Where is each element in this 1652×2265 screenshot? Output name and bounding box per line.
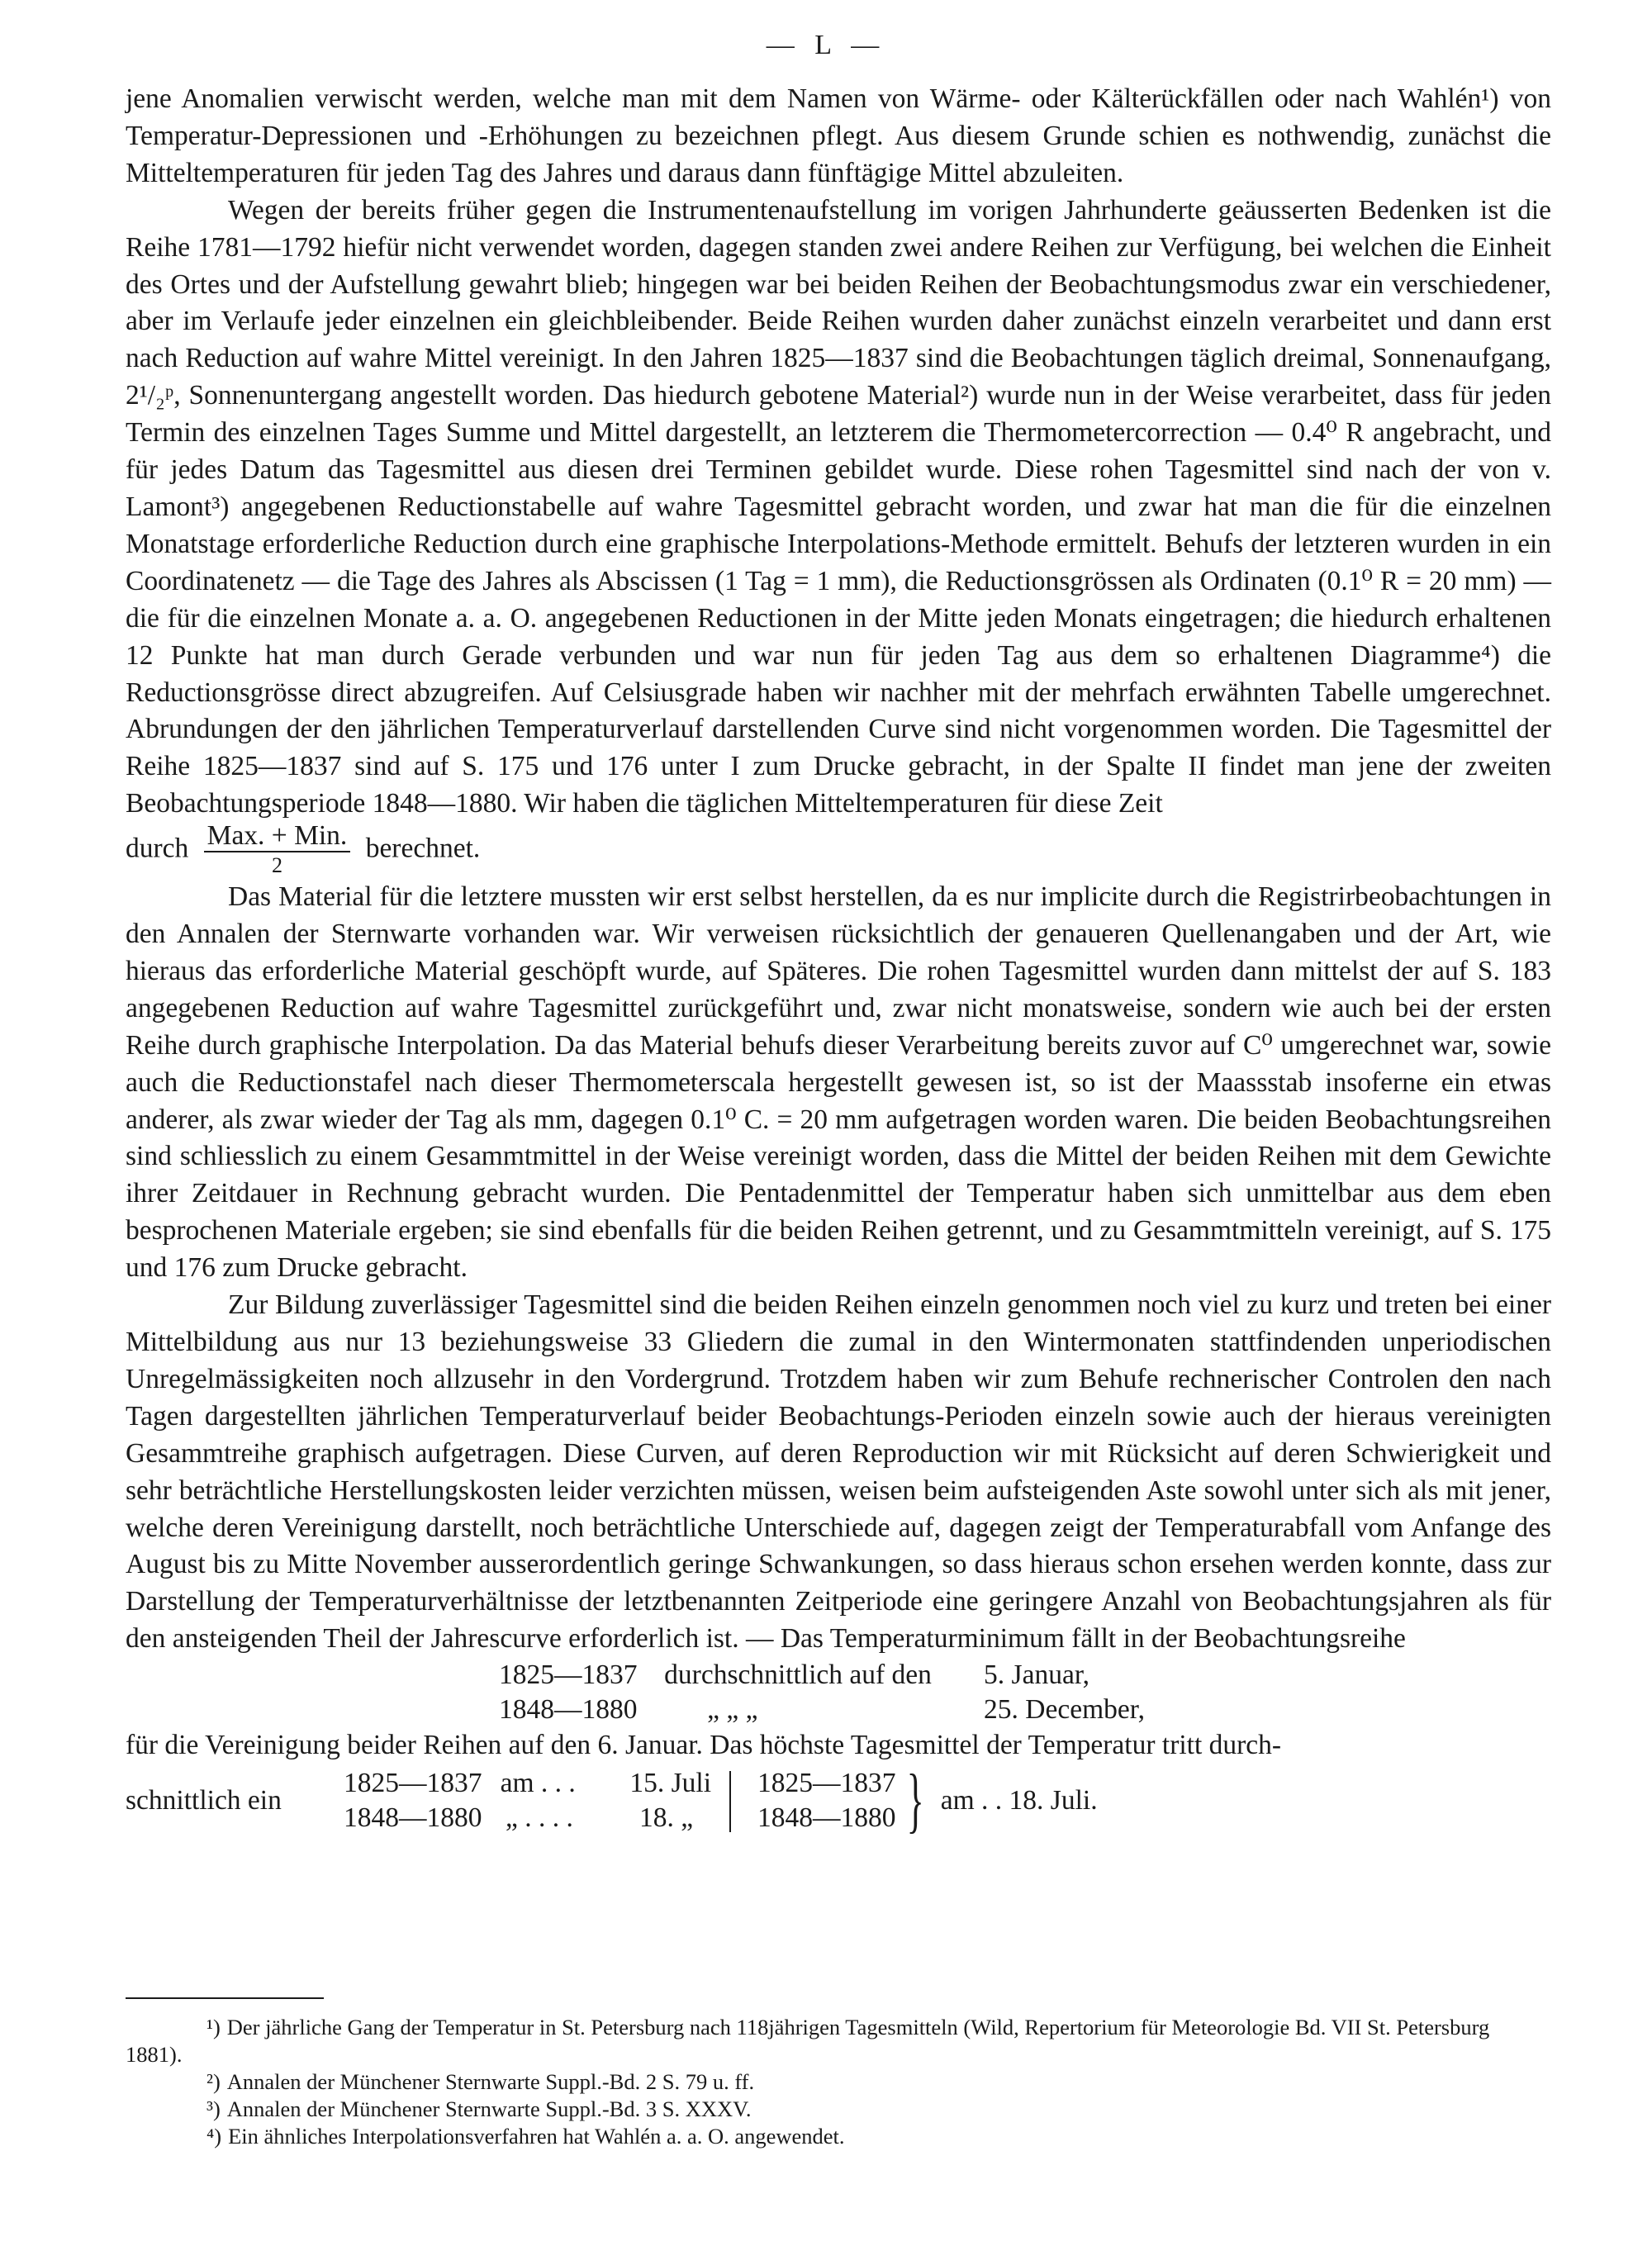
minimum-dates-table [499,1658,1176,1727]
combined-years [757,1766,896,1835]
minimum-row [499,1693,1176,1727]
maximum-am: am . . . [500,1768,576,1799]
maximum-date: 18. „ [639,1802,694,1834]
formula-suffix: berechnet. [365,833,481,864]
minimum-years: 1825—1837 [499,1660,638,1691]
footnote-rule [126,1997,324,1999]
paragraph-4: Zur Bildung zuverlässiger Tagesmittel sind die beiden Reihen einzeln genommen noch viel zu kurz und treten bei einer Mittelbildung aus nur 13 beziehungsweise 33 Gliedern die zumal in den Wintermonaten stattfindenden unperiodischen Unregelmässigkeiten noch allzusehr in den Vordergrund. Trotzdem haben wir zum Behufe rechnerischer Controlen den nach Tagen dargestellten jährlichen Temperaturverlauf beider Beobachtungs-Perioden einzeln sowie auch der hieraus vereinigten Gesammtreihe graphisch aufgetragen. Diese Curven, auf deren Reproduction wir mit Rücksicht auf deren Schwierigkeit und sehr beträchtliche Herstellungskosten leider verzichten müssen, weisen beim aufsteigenden Aste sowohl unter sich als mit jener, welche deren Vereinigung darstellt, noch beträchtliche Unterschiede auf, dagegen zeigt der Temperaturabfall vom Anfange des August bis zu Mitte November ausserordentlich geringe Schwankungen, so dass hieraus schon ersehen werden konnte, dass zur Darstellung der Temperaturverhältnisse der letztbenannten Zeitperiode eine geringere Anzahl von Beobachtungsjahren als für den ansteigenden Theil der Jahrescurve erforderlich ist. — Das Temperaturminimum fällt in der Beobachtungsreihe [126,1289,1551,1655]
maximum-right-block [757,1760,1098,1841]
maximum-summary [126,1760,1551,1841]
maximum-left-table [344,1766,711,1835]
footnote-3 [126,2096,1551,2123]
body-text [126,81,1551,1841]
paragraph-5: für die Vereinigung beider Reihen auf den 6. Januar. Das höchste Tagesmittel der Temperatur tritt durch- [126,1730,1282,1761]
combined-year: 1825—1837 [757,1768,896,1799]
vertical-divider [729,1771,731,1832]
minimum-row [499,1658,1176,1693]
fraction-numerator: Max. + Min. [204,823,351,852]
footnotes [126,2014,1551,2150]
maximum-years: 1848—1880 [344,1802,482,1834]
footnote-text: Ein ähnliches Interpolationsverfahren hat Wahlén a. a. O. angewendet. [228,2124,845,2149]
minimum-years: 1848—1880 [499,1694,638,1726]
formula-prefix: durch [126,833,189,864]
paragraph-2: Wegen der bereits früher gegen die Instrumentenaufstellung im vorigen Jahrhunderte geäusserten Bedenken ist die Reihe 1781—1792 hiefür nicht verwendet worden, dagegen standen zwei andere Reihen zur Verfügung, bei welchen die Einheit des Ortes und der Aufstellung gewahrt blieb; hingegen war bei beiden Reihen der Beobachtungsmodus zwar ein verschiedener, aber im Verlaufe jeder einzelnen ein gleichbleibender. Beide Reihen wurden daher zunächst einzeln verarbeitet und dann erst nach Reduction auf wahre Mittel vereinigt. In den Jahren 1825—1837 sind die Beobachtungen täglich dreimal, Sonnenaufgang, 2¹/₂ᵖ, Sonnenuntergang angestellt worden. Das hiedurch gebotene Material²) wurde nun in der Weise verarbeitet, dass für jeden Termin des einzelnen Tages Summe und Mittel dargestellt, an letzterem die Thermometercorrection — 0.4⁰ R angebracht, und für jedes Datum das Tagesmittel aus diesen drei Terminen gebildet wurde. Diese rohen Tagesmittel sind nach der von v. Lamont³) angegebenen Reductionstabelle auf wahre Tagesmittel gebracht worden, und zwar hat man die für die einzelnen Monatstage erforderliche Reduction durch eine graphische Interpolations-Methode ermittelt. Behufs der letzteren wurden in ein Coordinatenetz — die Tage des Jahres als Abscissen (1 Tag = 1 mm), die Reductionsgrössen als Ordinaten (0.1⁰ R = 20 mm) — die für die einzelnen Monate a. a. O. angegebenen Reductionen in der Mitte jeden Monats eingetragen; die hiedurch erhaltenen 12 Punkte hat man durch Gerade verbunden und war nun für jeden Tag aus dem so erhaltenen Diagramme⁴) die Reductionsgrösse direct abzugreifen. Auf Celsiusgrade haben wir nachher mit der mehrfach erwähnten Tabelle umgerechnet. Abrundungen der den jährlichen Temperaturverlauf darstellenden Curve sind nicht vorgenommen worden. Die Tagesmittel der Reihe 1825—1837 sind auf S. 175 und 176 unter I zum Drucke gebracht, in der Spalte II findet man jene der zweiten Beobachtungsperiode 1848—1880. Wir haben die täglichen Mitteltemperaturen für diese Zeit [126,194,1551,819]
footnote-1 [126,2014,1551,2068]
paragraph-3: Das Material für die letztere mussten wir erst selbst herstellen, da es nur implicite durch die Registrirbeobachtungen in den Annalen der Sternwarte vorhanden war. Wir verweisen rücksichtlich der genaueren Quellenangaben und der Art, wie hieraus das erforderliche Material geschöpft wurde, auf Späteres. Die rohen Tagesmittel wurden dann mittelst der auf S. 183 angegebenen Reduction auf wahre Tagesmittel zurückgeführt und, zwar nicht monatsweise, sondern wie auch bei der ersten Reihe durch graphische Interpolation. Da das Material behufs dieser Verarbeitung bereits zuvor auf C⁰ umgerechnet war, sowie auch die Reductionstafel nach dieser Thermometerscala hergestellt gewesen ist, so ist der Maassstab insoferne ein etwas anderer, als zwar wieder der Tag als mm, dagegen 0.1⁰ C. = 20 mm aufgetragen worden waren. Die beiden Beobachtungsreihen sind schliesslich zu einem Gesammtmittel in der Weise vereinigt worden, dass die Mittel der beiden Reihen mit dem Gewichte ihrer Zeitdauer in Rechnung gebracht wurden. Die Pentadenmittel der Temperatur haben sich unmittelbar aus dem eben besprochenen Materiale ergeben; sie sind ebenfalls für die beiden Reihen getrennt, und zu Gesammtmitteln vereinigt, auf S. 175 und 176 zum Drucke gebracht. [126,881,1551,1284]
footnote-mark: ¹) [206,2015,221,2039]
maximum-am: „ . . . . [506,1802,573,1834]
minimum-text: durchschnittlich auf den [664,1660,932,1691]
footnote-4 [126,2123,1551,2150]
footnote-text: Der jährliche Gang der Temperatur in St. Petersburg nach 118jährigen Tagesmitteln (Wild, Repertorium für Meteorologie Bd. VII St. Petersburg 1881). [126,2015,1490,2067]
combined-date: am . . 18. Juli. [940,1784,1098,1816]
paragraph-1: jene Anomalien verwischt werden, welche man mit dem Namen von Wärme- oder Kälterückfällen oder nach Wahlén¹) von Temperatur-Depressionen und -Erhöhungen zu bezeichnen pflegt. Aus diesem Grunde schien es nothwendig, zunächst die Mitteltemperaturen für jeden Tag des Jahres und daraus dann fünftägige Mittel abzuleiten. [126,83,1551,188]
fraction-denominator: 2 [271,853,282,878]
maximum-row [344,1766,711,1801]
maximum-row [344,1801,711,1835]
combined-year: 1848—1880 [757,1802,896,1834]
curly-brace: } [906,1760,924,1841]
formula-line [126,820,1551,879]
max-min-fraction [204,820,351,879]
footnote-text: Annalen der Münchener Sternwarte Suppl.-Bd. 2 S. 79 u. ff. [226,2069,755,2094]
footnote-mark: ⁴) [206,2124,222,2149]
footnote-mark: ²) [206,2069,221,2094]
footnote-text: Annalen der Münchener Sternwarte Suppl.-Bd. 3 S. XXXV. [226,2096,752,2121]
minimum-text: „ „ „ [707,1694,758,1726]
maximum-years: 1825—1837 [344,1768,482,1799]
minimum-date: 25. December, [984,1694,1145,1726]
footnote-2 [126,2068,1551,2096]
maximum-lead: schnittlich ein [126,1784,282,1816]
maximum-date: 15. Juli [629,1768,711,1799]
footnote-mark: ³) [206,2096,221,2121]
minimum-date: 5. Januar, [984,1660,1090,1691]
page-number: — L — [766,30,886,60]
